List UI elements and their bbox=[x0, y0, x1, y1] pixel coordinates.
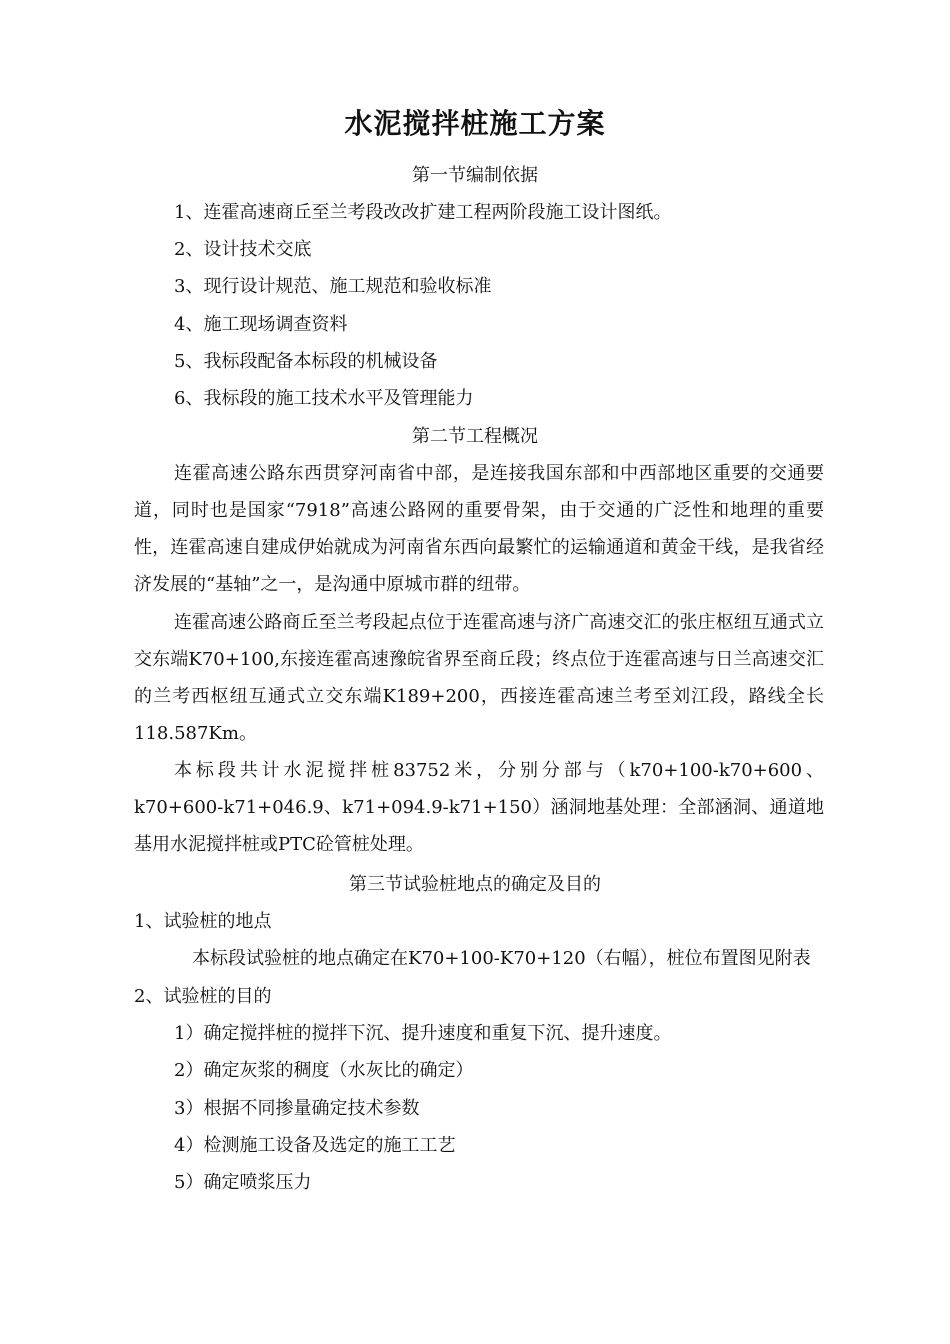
section1-heading: 第一节编制依据 bbox=[412, 165, 538, 186]
section1-item: 3、现行设计规范、施工规范和验收标准 bbox=[174, 276, 492, 297]
section3-subheading: 1、试验桩的地点 bbox=[134, 911, 272, 932]
section3-purpose-item: 2）确定灰浆的稠度（水灰比的确定） bbox=[174, 1060, 474, 1081]
section2-paragraph: 本标段共计水泥搅拌桩83752米，分别分部与（k70+100-k70+600、k70+600-k71+046.9、k71+094.9-k71+150）涵洞地基处理：全部涵洞、通道地基用水泥搅拌桩或PTC砼管桩处理。 bbox=[134, 760, 824, 855]
section2-heading: 第二节工程概况 bbox=[412, 426, 538, 447]
section1-item: 1、连霍高速商丘至兰考段改改扩建工程两阶段施工设计图纸。 bbox=[174, 202, 672, 223]
section3-purpose-item: 5）确定喷浆压力 bbox=[174, 1172, 312, 1193]
section1-item: 5、我标段配备本标段的机械设备 bbox=[174, 351, 438, 372]
document-title: 水泥搅拌桩施工方案 bbox=[344, 107, 606, 140]
section1-item: 2、设计技术交底 bbox=[174, 239, 312, 260]
section1-item: 4、施工现场调查资料 bbox=[174, 314, 348, 335]
section2-paragraph: 连霍高速公路东西贯穿河南省中部，是连接我国东部和中西部地区重要的交通要道，同时也是国家“7918”高速公路网的重要骨架，由于交通的广泛性和地理的重要性，连霍高速自建成伊始就成为河南省东西向最繁忙的运输通道和黄金干线，是我省经济发展的“基轴”之一，是沟通中原城市群的纽带。 bbox=[134, 463, 824, 595]
section1-item: 6、我标段的施工技术水平及管理能力 bbox=[174, 388, 474, 409]
section3-subheading: 2、试验桩的目的 bbox=[134, 986, 272, 1007]
section3-purpose-item: 4）检测施工设备及选定的施工工艺 bbox=[174, 1135, 456, 1156]
section3-purpose-item: 1）确定搅拌桩的搅拌下沉、提升速度和重复下沉、提升速度。 bbox=[174, 1023, 672, 1044]
section3-heading: 第三节试验桩地点的确定及目的 bbox=[349, 874, 601, 895]
section3-location-text: 本标段试验桩的地点确定在K70+100-K70+120（右幅），桩位布置图见附表 bbox=[192, 948, 811, 969]
section3-purpose-item: 3）根据不同掺量确定技术参数 bbox=[174, 1098, 420, 1119]
section2-paragraph: 连霍高速公路商丘至兰考段起点位于连霍高速与济广高速交汇的张庄枢纽互通式立交东端K70+100,东接连霍高速豫皖省界至商丘段；终点位于连霍高速与日兰高速交汇的兰考西枢纽互通式立交东端K189+200，西接连霍高速兰考至刘江段，路线全长118.587Km。 bbox=[134, 612, 824, 744]
